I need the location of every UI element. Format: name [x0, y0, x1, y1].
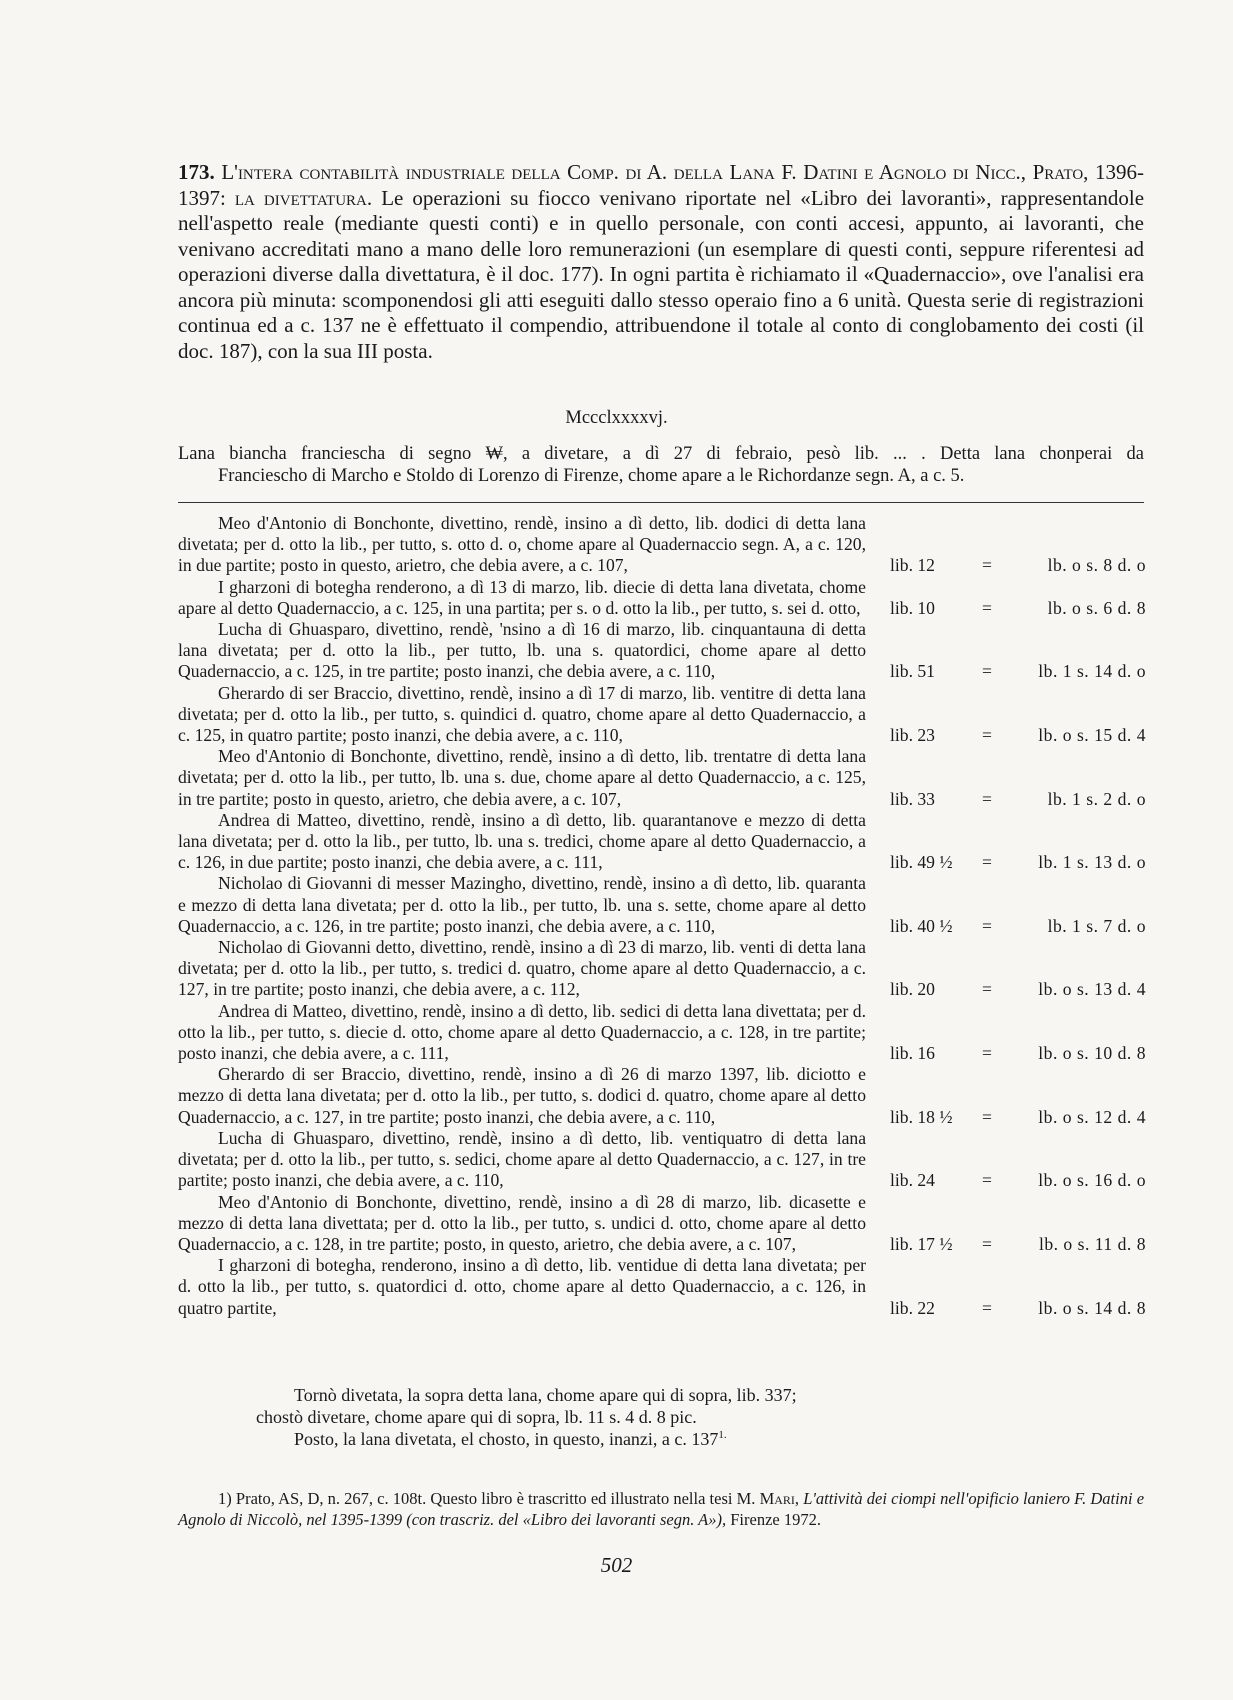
- ledger-entry: [178, 810, 1146, 874]
- entry-equals: =: [982, 597, 992, 618]
- entry-cost: lb. o s. 14 d. 8: [1038, 1297, 1146, 1318]
- footnote-pre: Prato, AS, D, n. 267, c. 108t. Questo libro è trascritto ed illustrato nella tesi M.: [235, 1489, 756, 1508]
- entry-weight: lib. 23: [890, 725, 935, 746]
- entry-cost: lb. o s. 8 d. o: [1047, 555, 1146, 576]
- ledger-entries: [178, 513, 1146, 1319]
- entry-equals: =: [982, 661, 992, 682]
- footnote-marker: 1): [218, 1489, 232, 1508]
- document-title: L'intera contabilità industriale della Comp. di A. della Lana F. Datini e Agnolo di Nicc., Prato, 1396-1397: la divettatura.: [178, 160, 1144, 210]
- summary-line-1: Tornò divetata, la sopra detta lana, chome apare qui di sopra, lib. 337;: [294, 1385, 797, 1405]
- intro-paragraph: [178, 160, 1144, 364]
- entry-text: Nicholao di Giovanni detto, divettino, rendè, insino a dì 23 di marzo, lib. venti di detta lana divetata; per d. otto la lib., per tutto, s. tredici d. quatro, chome apare al detto Quadernaccio, a c. 127, in tre partite; posto inanzi, che debia avere, a c. 112,: [178, 937, 866, 1000]
- entry-weight: lib. 17 ½: [890, 1233, 953, 1254]
- entry-text: Andrea di Matteo, divettino, rendè, insino a dì detto, lib. quarantanove e mezzo di detta lana divetata; per d. otto la lib., per tutto, lb. una s. tredici, chome apare al detto Quadernaccio, a c. 126, in due partite; posto inanzi, che debia avere, a c. 111,: [178, 809, 866, 873]
- entry-equals: =: [982, 852, 992, 873]
- ledger-entry: [178, 873, 1146, 937]
- ledger-entry: [178, 577, 1146, 619]
- entry-cost: lb. o s. 10 d. 8: [1038, 1043, 1146, 1064]
- account-heading-line-1: Lana biancha franciescha di segno ₩, a divetare, a dì 27 di febraio, pesò lib. ... . Detta lana chonperai da: [178, 444, 1144, 464]
- entry-text: Meo d'Antonio di Bonchonte, divettino, rendè, insino a dì 28 di marzo, lib. dicasette e mezzo di detta lana divettata; per d. otto la lib., per tutto, s. undici d. otto, chome apare al detto Quadernaccio, a c. 128, in tre partite; posto, in questo, arietro, che debia avere, a c. 107,: [178, 1191, 866, 1254]
- entry-weight: lib. 51: [890, 661, 935, 682]
- entry-text: I gharzoni di botegha, renderono, insino a dì detto, lib. ventidue di detta lana divetata; per d. otto la lib., per tutto, s. quatordici d. otto, chome apare al detto Quadernaccio, a c. 126, in quatro partite,: [178, 1255, 866, 1318]
- entry-text: Gherardo di ser Braccio, divettino, rendè, insino a dì 17 di marzo, lib. ventitre di detta lana divetata; per d. otto la lib., per tutto, s. quindici d. quatro, chome apare al detto Quadernaccio, a c. 125, in quatro partite; posto inanzi, che debia avere, a c. 110,: [178, 682, 866, 746]
- entry-text: Nicholao di Giovanni di messer Mazingho, divettino, rendè, insino a dì detto, lib. quaranta e mezzo di detta lana divetata; per d. otto la lib., per tutto, lb. una s. sette, chome apare al detto Quadernaccio, a c. 126, in tre partite; posto inanzi, che debia avere, a c. 110,: [178, 873, 866, 936]
- entry-cost: lb. o s. 12 d. 4: [1038, 1106, 1146, 1127]
- intro-body: Le operazioni su fiocco venivano riportate nel «Libro dei lavoranti», rappresentandole nell'aspetto reale (mediante questi conti) e in quello personale, con conti accesi, appunto, ai lavoranti, che venivano accreditati mano a mano delle loro remunerazioni (un esemplare di questi conti, seppure riferentesi ad operazioni diverse dalla divettatura, è il doc. 177). In ogni partita è richiamato il «Quadernaccio», ove l'analisi era ancora più minuta: scomponendosi gli atti eseguiti dallo stesso operaio fino a 6 unità. Questa serie di registrazioni continua ed a c. 137 ne è effettuato il compendio, attribuendone il totale al conto di conglobamento dei costi (il doc. 187), con la sua III posta.: [178, 185, 1145, 363]
- ledger-entry: [178, 746, 1146, 810]
- entry-cost: lb. 1 s. 7 d. o: [1047, 915, 1146, 936]
- entry-weight: lib. 24: [890, 1170, 935, 1191]
- footnote-title: L'attività dei ciompi nell'opificio laniero F. Datini e Agnolo di Niccolò, nel 1395-1399 (con trascriz. del «Libro dei lavoranti segn. A»),: [178, 1489, 1145, 1529]
- horizontal-divider: [178, 502, 1144, 503]
- entry-text: I gharzoni di botegha renderono, a dì 13 di marzo, lib. diecie di detta lana divetata, chome apare al detto Quadernaccio, a c. 125, in una partita; per s. o d. otto la lib., per tutto, s. sei d. otto,: [178, 576, 866, 618]
- ledger-entry: [178, 1001, 1146, 1065]
- ledger-entry: [178, 937, 1146, 1001]
- entry-text: Andrea di Matteo, divettino, rendè, insino a dì detto, lib. sedici di detta lana divettata; per d. otto la lib., per tutto, s. diecie d. otto, chome apare al detto Quadernaccio, a c. 128, in tre partite; posto inanzi, che debia avere, a c. 111,: [178, 1000, 866, 1064]
- ledger-entry: [178, 1064, 1146, 1128]
- entry-equals: =: [982, 1106, 992, 1127]
- entry-weight: lib. 16: [890, 1043, 935, 1064]
- entry-equals: =: [982, 1297, 992, 1318]
- entry-weight: lib. 12: [890, 555, 935, 576]
- entry-weight: lib. 40 ½: [890, 915, 953, 936]
- document-number: 173.: [178, 160, 215, 184]
- footnote: [178, 1488, 1144, 1530]
- account-heading-line-2: Franciescho di Marcho e Stoldo di Lorenzo di Firenze, chome apare a le Richordanze segn. A, a c. 5.: [218, 466, 965, 486]
- entry-equals: =: [982, 1043, 992, 1064]
- ledger-entry: [178, 513, 1146, 577]
- account-heading: [178, 443, 1144, 487]
- entry-equals: =: [982, 788, 992, 809]
- entry-equals: =: [982, 915, 992, 936]
- summary-line-3-text: Posto, la lana divetata, el chosto, in questo, inanzi, a c. 137: [294, 1429, 719, 1449]
- entry-weight: lib. 33: [890, 788, 935, 809]
- entry-equals: =: [982, 1233, 992, 1254]
- entry-equals: =: [982, 1170, 992, 1191]
- entry-text: Gherardo di ser Braccio, divettino, rendè, insino a dì 26 di marzo 1397, lib. diciotto e mezzo di detta lana divetata; per d. otto la lib., per tutto, s. dodici d. quatro, chome apare al detto Quadernaccio, a c. 127, in tre partite; posto inanzi, che debia avere, a c. 110,: [178, 1064, 866, 1127]
- ledger-summary: [256, 1384, 876, 1450]
- entry-weight: lib. 10: [890, 597, 935, 618]
- entry-text: Meo d'Antonio di Bonchonte, divettino, rendè, insino a dì detto, lib. trentatre di detta lana divetata; per d. otto la lib., per tutto, lb. una s. due, chome apare al detto Quadernaccio, a c. 125, in tre partite; posto in questo, arietro, che debia avere, a c. 107,: [178, 746, 866, 809]
- ledger-entry: [178, 1128, 1146, 1192]
- entry-cost: lb. 1 s. 14 d. o: [1038, 661, 1146, 682]
- ledger-entry: [178, 683, 1146, 747]
- entry-equals: =: [982, 725, 992, 746]
- entry-cost: lb. o s. 11 d. 8: [1038, 1233, 1146, 1254]
- entry-equals: =: [982, 555, 992, 576]
- entry-weight: lib. 18 ½: [890, 1106, 953, 1127]
- footnote-reference: 1.: [718, 1429, 727, 1441]
- summary-line-3: [256, 1428, 876, 1450]
- footnote-post: Firenze 1972.: [730, 1510, 821, 1529]
- entry-weight: lib. 49 ½: [890, 852, 953, 873]
- entry-cost: lb. o s. 16 d. o: [1038, 1170, 1146, 1191]
- ledger-entry: [178, 1192, 1146, 1256]
- entry-cost: lb. 1 s. 2 d. o: [1047, 788, 1146, 809]
- entry-weight: lib. 22: [890, 1297, 935, 1318]
- entry-text: Meo d'Antonio di Bonchonte, divettino, rendè, insino a dì detto, lib. dodici di detta lana divetata; per d. otto la lib., per tutto, s. otto d. o, chome apare al Quadernaccio segn. A, a c. 120, in due partite; posto in questo, arietro, che debia avere, a c. 107,: [178, 513, 866, 576]
- entry-weight: lib. 20: [890, 979, 935, 1000]
- entry-cost: lb. o s. 13 d. 4: [1038, 979, 1146, 1000]
- summary-line-2: chostò divetare, chome apare qui di sopra, lb. 11 s. 4 d. 8 pic.: [256, 1407, 697, 1427]
- entry-equals: =: [982, 979, 992, 1000]
- page-number: 502: [600, 1553, 633, 1577]
- entry-text: Lucha di Ghuasparo, divettino, rendè, 'nsino a dì 16 di marzo, lib. cinquantauna di detta lana divetata; per d. otto la lib., per tutto, lb. una s. quatordici, chome apare al detto Quadernaccio, a c. 125, in tre partite; posto inanzi, che debia avere, a c. 110,: [178, 619, 866, 682]
- ledger-entry: [178, 619, 1146, 683]
- date-heading: Mccclxxxxvj.: [565, 408, 668, 428]
- footnote-author: Mari,: [759, 1489, 800, 1508]
- entry-cost: lb. o s. 15 d. 4: [1038, 725, 1146, 746]
- entry-text: Lucha di Ghuasparo, divettino, rendè, insino a dì detto, lib. ventiquatro di detta lana divetata; per d. otto la lib., per tutto, s. sedici, chome apare al detto Quadernaccio, a c. 127, in tre partite; posto inanzi, che debia avere, a c. 110,: [178, 1127, 866, 1191]
- ledger-entry: [178, 1255, 1146, 1319]
- entry-cost: lb. o s. 6 d. 8: [1047, 597, 1146, 618]
- entry-cost: lb. 1 s. 13 d. o: [1038, 852, 1146, 873]
